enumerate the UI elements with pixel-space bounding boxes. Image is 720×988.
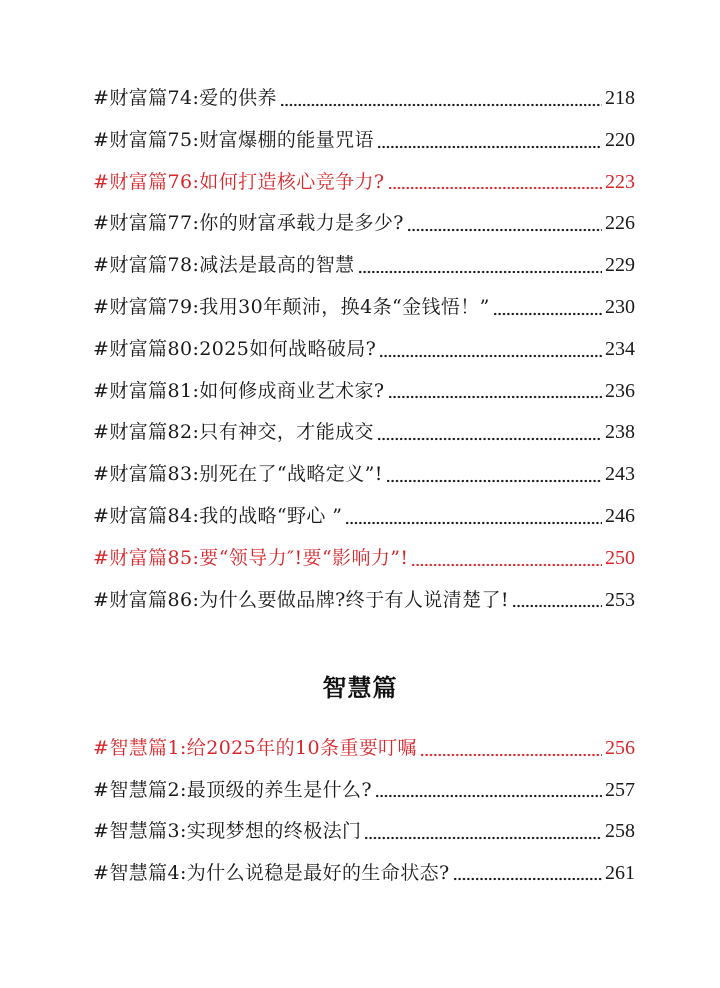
page-number: 218 (605, 87, 635, 109)
page-number: 234 (605, 337, 635, 360)
page-number: 229 (605, 254, 635, 277)
section-heading: 智慧篇 (322, 674, 398, 702)
page-number: 220 (605, 128, 635, 151)
page-number: 243 (605, 463, 635, 486)
entry-title: #智慧篇4:为什么说稳是最好的生命状态? (93, 861, 450, 884)
page-number: 230 (605, 295, 635, 318)
dot-leader (420, 752, 602, 758)
page-number: 253 (605, 588, 635, 611)
entry-title: #财富篇86:为什么要做品牌?终于有人说清楚了! (93, 588, 509, 611)
entry-title: #财富篇78:减法是最高的智慧 (93, 254, 355, 277)
dot-leader (377, 436, 602, 442)
dot-leader (358, 269, 603, 275)
dot-leader (388, 394, 603, 400)
dot-leader (493, 311, 602, 317)
page-number: 238 (605, 421, 635, 444)
entry-title: #财富篇82:只有神交，才能成交 (93, 421, 374, 444)
entry-title: #财富篇74:爱的供养 (93, 87, 277, 109)
entry-title: #财富篇81:如何修成商业艺术家? (93, 379, 385, 402)
entry-title: #智慧篇2:最顶级的养生是什么? (93, 778, 372, 801)
page-number: 246 (605, 504, 635, 527)
toc-entry[interactable] (93, 287, 635, 329)
toc-entry[interactable] (93, 496, 635, 538)
page-number: 261 (605, 861, 635, 884)
dot-leader (407, 227, 602, 233)
entry-title: #智慧篇1:给2025年的10条重要叮嘱 (93, 737, 417, 759)
dot-leader (453, 876, 602, 882)
page-number: 250 (605, 546, 635, 569)
dot-leader (411, 562, 602, 568)
toc-entry[interactable] (93, 811, 635, 853)
toc-entry[interactable] (93, 120, 635, 162)
toc-entry[interactable] (93, 329, 635, 371)
dot-leader (512, 603, 602, 609)
toc-entry[interactable] (93, 162, 635, 204)
toc-entry[interactable] (93, 580, 635, 622)
toc-entry[interactable] (93, 245, 635, 287)
entry-title: #财富篇77:你的财富承载力是多少? (93, 212, 404, 235)
dot-leader (345, 520, 602, 526)
dot-leader (375, 793, 602, 799)
dot-leader (379, 353, 602, 359)
toc-entry[interactable] (93, 78, 635, 120)
entry-title: #智慧篇3:实现梦想的终极法门 (93, 820, 362, 842)
dot-leader (388, 185, 603, 191)
toc-entry[interactable] (93, 853, 635, 895)
entry-title: #财富篇83:别死在了“战略定义”! (93, 463, 383, 486)
page-number: 226 (605, 212, 635, 235)
page-number: 223 (605, 170, 635, 193)
dot-leader (364, 835, 602, 841)
dot-leader (377, 144, 602, 150)
toc-entry[interactable] (93, 454, 635, 496)
toc-entry[interactable] (93, 371, 635, 413)
wealth-entry-list (93, 78, 635, 621)
entry-title: #财富篇84:我的战略“野心 ” (93, 504, 343, 527)
entry-title: #财富篇76:如何打造核心竞争力? (93, 170, 385, 193)
toc-entry[interactable] (93, 412, 635, 454)
page-number: 258 (605, 820, 635, 842)
page-number: 257 (605, 778, 635, 801)
page-number: 256 (605, 737, 635, 759)
toc-entry[interactable] (93, 203, 635, 245)
entry-title: #财富篇75:财富爆棚的能量咒语 (93, 128, 374, 151)
toc-entry[interactable] (93, 538, 635, 580)
toc-entry[interactable] (93, 728, 635, 770)
entry-title: #财富篇85:要“领导力″!要“影响力”! (93, 546, 409, 569)
wisdom-entry-list (93, 728, 635, 894)
toc-entry[interactable] (93, 770, 635, 812)
dot-leader (386, 478, 602, 484)
entry-title: #财富篇80:2025如何战略破局? (93, 337, 377, 360)
entry-title: #财富篇79:我用30年颠沛，换4条“金钱悟！” (93, 295, 490, 318)
dot-leader (280, 102, 602, 108)
page-number: 236 (605, 379, 635, 402)
